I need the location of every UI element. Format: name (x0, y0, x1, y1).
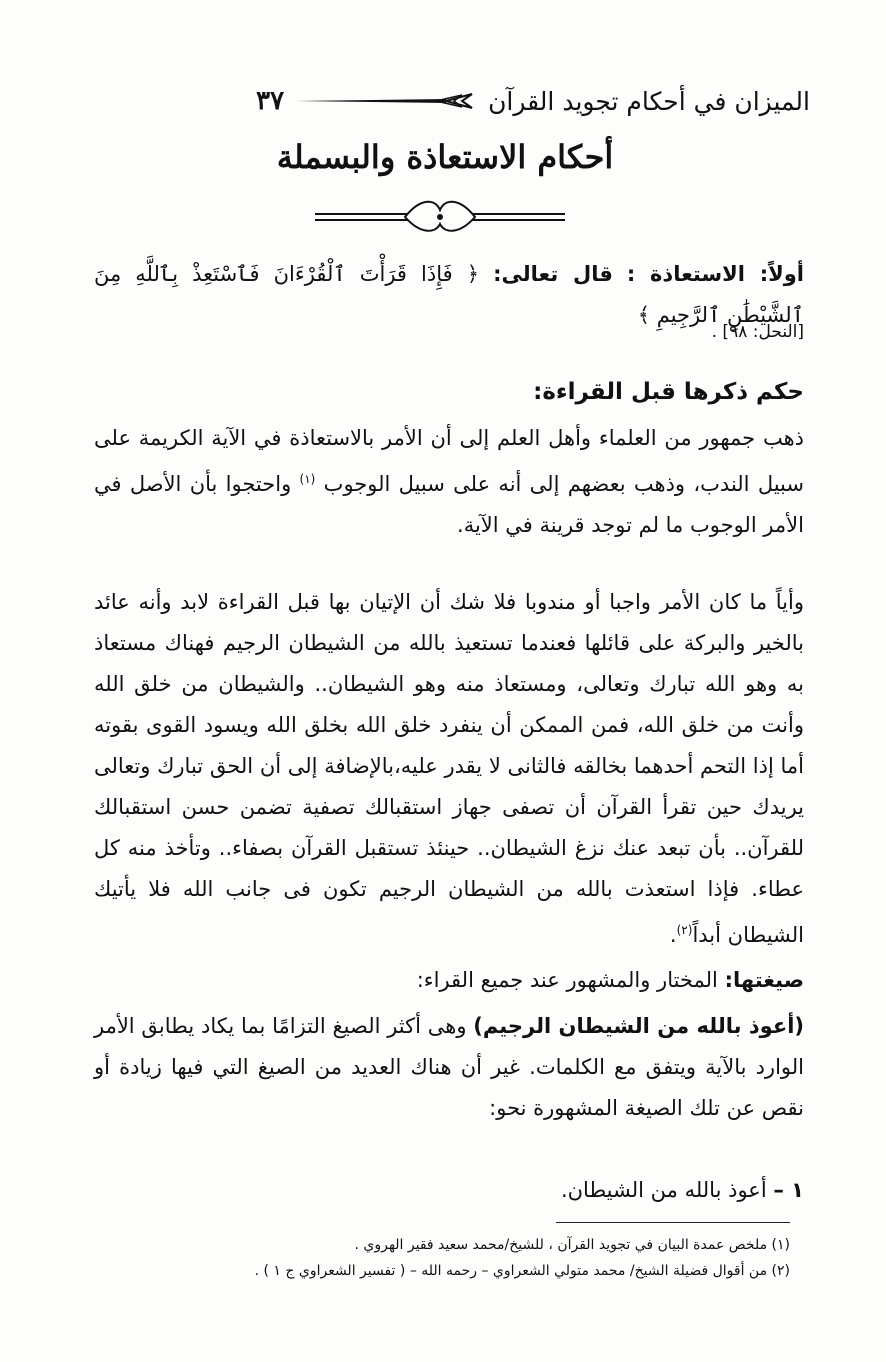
running-header (120, 76, 810, 126)
list-item-text: أعوذ بالله من الشيطان. (560, 1178, 767, 1202)
subheading-ruling: حكم ذكرها قبل القراءة: (533, 379, 804, 405)
footnote-ref-2: (٢) (676, 923, 693, 937)
page-number: ٣٧ (256, 86, 285, 116)
chapter-title: أحكام الاستعاذة والبسملة (276, 138, 614, 176)
paragraph-text: وأياً ما كان الأمر واجبا أو مندوبا فلا شك أن الإتيان بها قبل القراءة لابد وأنه عائد بالخير والبركة على قائلها فعندما تستعيذ بالله من الشيطان الرجيم فهناك مستعاذ به وهو الله تبارك وتعالى، ومستعاذ منه وهو الشيطان.. والشيطان من خلق الله وأنت من خلق الله، فمن الممكن أن ينفرد خلق الله بخلق الله ويسود القوى بقوته أما إذا التحم أحدهما بخالقه فالثانى لا يقدر عليه،بالإضافة إلى أن الحق تبارك وتعالى يريدك حين تقرأ القرآن أن تصفى جهاز استقبالك تصفية تضمن حسن استقبالك للقرآن.. بأن تبعد عنك نزغ الشيطان.. حينئذ تستقبل القرآن بصفاء.. وتأخذ منه كل عطاء. فإذا استعذت بالله من الشيطان الرجيم تكون فى جانب الله فلا يأتيك الشيطان أبداً (94, 590, 804, 947)
paragraph-text: واحتجوا بأن الأصل في الأمر الوجوب ما لم توجد قرينة في الآية. (94, 472, 804, 537)
footnote-ref-1: (١) (299, 472, 316, 486)
paragraph-text: وهى أكثر الصيغ التزامًا بما يكاد يطابق الأمر الوارد بالآية ويتفق مع الكلمات. غير أن هناك العديد من الصيغ التي فيها زيادة أو نقص عن تلك الصيغة المشهورة نحو: (94, 1014, 804, 1120)
verse-citation: [النحل: ٩٨] . (711, 322, 804, 342)
paragraph-text: ذهب جمهور من العلماء وأهل العلم إلى أن الأمر بالاستعاذة في الآية الكريمة على سبيل الندب، وذهب بعضهم إلى أنه على سبيل الوجوب (94, 426, 804, 496)
formula-label: صيغتها: (724, 968, 804, 992)
formula-text: المختار والمشهور عند جميع القراء: (416, 968, 718, 992)
footnote-1: (١) ملخص عمدة البيان في تجويد القرآن ، للشيخ/محمد سعيد فقير الهروي . (354, 1237, 790, 1253)
paragraph-formula (94, 1006, 804, 1129)
running-title: الميزان في أحكام تجويد القرآن (488, 86, 810, 116)
footnote-separator (556, 1222, 790, 1223)
quran-verse: ﴿ فَإِذَا قَرَأْتَ ٱلْقُرْءَانَ فَٱسْتَعِذْ بِٱللَّهِ مِنَ ٱلشَّيْطَٰنِ ٱلرَّجِيمِ ﴾ (94, 262, 804, 327)
paragraph-explanation (94, 582, 804, 956)
paragraph-end: . (669, 923, 677, 947)
paragraph-ruling (94, 418, 804, 546)
list-item-number: ١ – (773, 1178, 804, 1202)
formula-quote: (أعوذ بالله من الشيطان الرجيم) (473, 1014, 804, 1038)
header-arrow-ornament (296, 91, 476, 111)
verse-citation-row (94, 312, 804, 353)
footnote-2: (٢) من أقوال فضيلة الشيخ/ محمد متولي الشعراوي – رحمه الله – ( تفسير الشعراوي ج ١ ) . (254, 1263, 790, 1279)
verse-intro: قال تعالى: (493, 262, 613, 286)
section-label: أولاً: الاستعاذة : (626, 262, 804, 286)
formula-heading (94, 960, 804, 1001)
list-item (94, 1170, 804, 1211)
decorative-divider-icon (310, 198, 570, 238)
